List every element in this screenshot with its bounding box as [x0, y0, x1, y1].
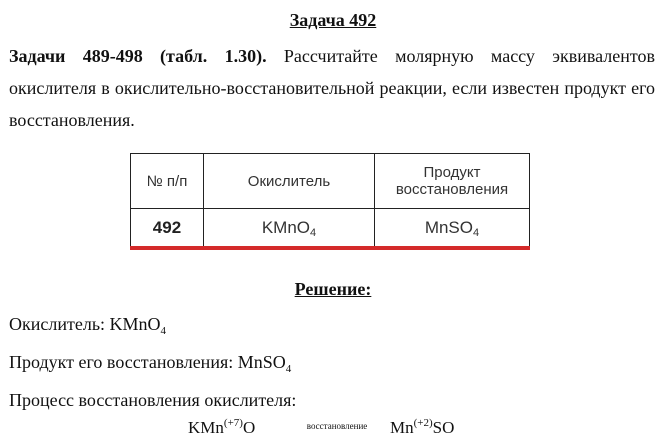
- cell-oxidizer-sub: 4: [310, 227, 317, 239]
- task-title: Задача 492: [289, 10, 377, 30]
- task-paragraph: [9, 40, 655, 136]
- reduction-equation: [188, 418, 488, 438]
- eq-right-oxidation-state: (+2): [413, 417, 433, 429]
- eq-left-o: O: [242, 418, 256, 437]
- cell-oxidizer: [203, 209, 374, 248]
- cell-number: 492: [131, 209, 204, 248]
- cell-product-base: MnSO: [424, 218, 473, 237]
- solution-title: Решение:: [294, 279, 372, 299]
- product-label: Продукт его восстановления:: [9, 352, 238, 372]
- eq-arrow-label: восстановление: [306, 421, 368, 431]
- product-formula-sub: 4: [285, 363, 292, 375]
- oxidizer-line: [9, 313, 166, 335]
- data-table-wrapper: [130, 153, 530, 251]
- task-text: Рассчитайте молярную массу эквивалентов окислителя в окислительно-восстановительной реакции, если известен продукт его восстановления.: [9, 46, 656, 130]
- eq-left-oxidation-state: (+7): [223, 417, 243, 429]
- product-line: [9, 351, 291, 373]
- product-formula-base: MnSO: [237, 352, 286, 372]
- table-header-row: [131, 154, 530, 209]
- header-oxidizer: Окислитель: [203, 154, 374, 209]
- eq-right-mn: Mn: [390, 418, 414, 437]
- eq-right-so: SO: [432, 418, 455, 437]
- oxidizer-label: Окислитель:: [9, 314, 110, 334]
- header-product-line2: восстановления: [395, 181, 509, 198]
- data-table: [130, 153, 530, 248]
- table-bottom-rule: [130, 246, 530, 250]
- cell-oxidizer-base: KMnO: [261, 218, 310, 237]
- header-number: № п/п: [131, 154, 204, 209]
- eq-left-kmn: KMn: [188, 418, 224, 437]
- task-lead: Задачи 489-498 (табл. 1.30).: [9, 46, 267, 66]
- oxidizer-formula-base: KMnO: [109, 314, 161, 334]
- header-product-line1: Продукт: [423, 164, 481, 181]
- header-product: [374, 154, 529, 209]
- table-row: [131, 209, 530, 248]
- cell-product-sub: 4: [473, 227, 480, 239]
- process-line: Процесс восстановления окислителя:: [9, 390, 297, 410]
- oxidizer-formula-sub: 4: [160, 325, 167, 337]
- eq-right-part: [390, 418, 454, 438]
- cell-product: [374, 209, 529, 248]
